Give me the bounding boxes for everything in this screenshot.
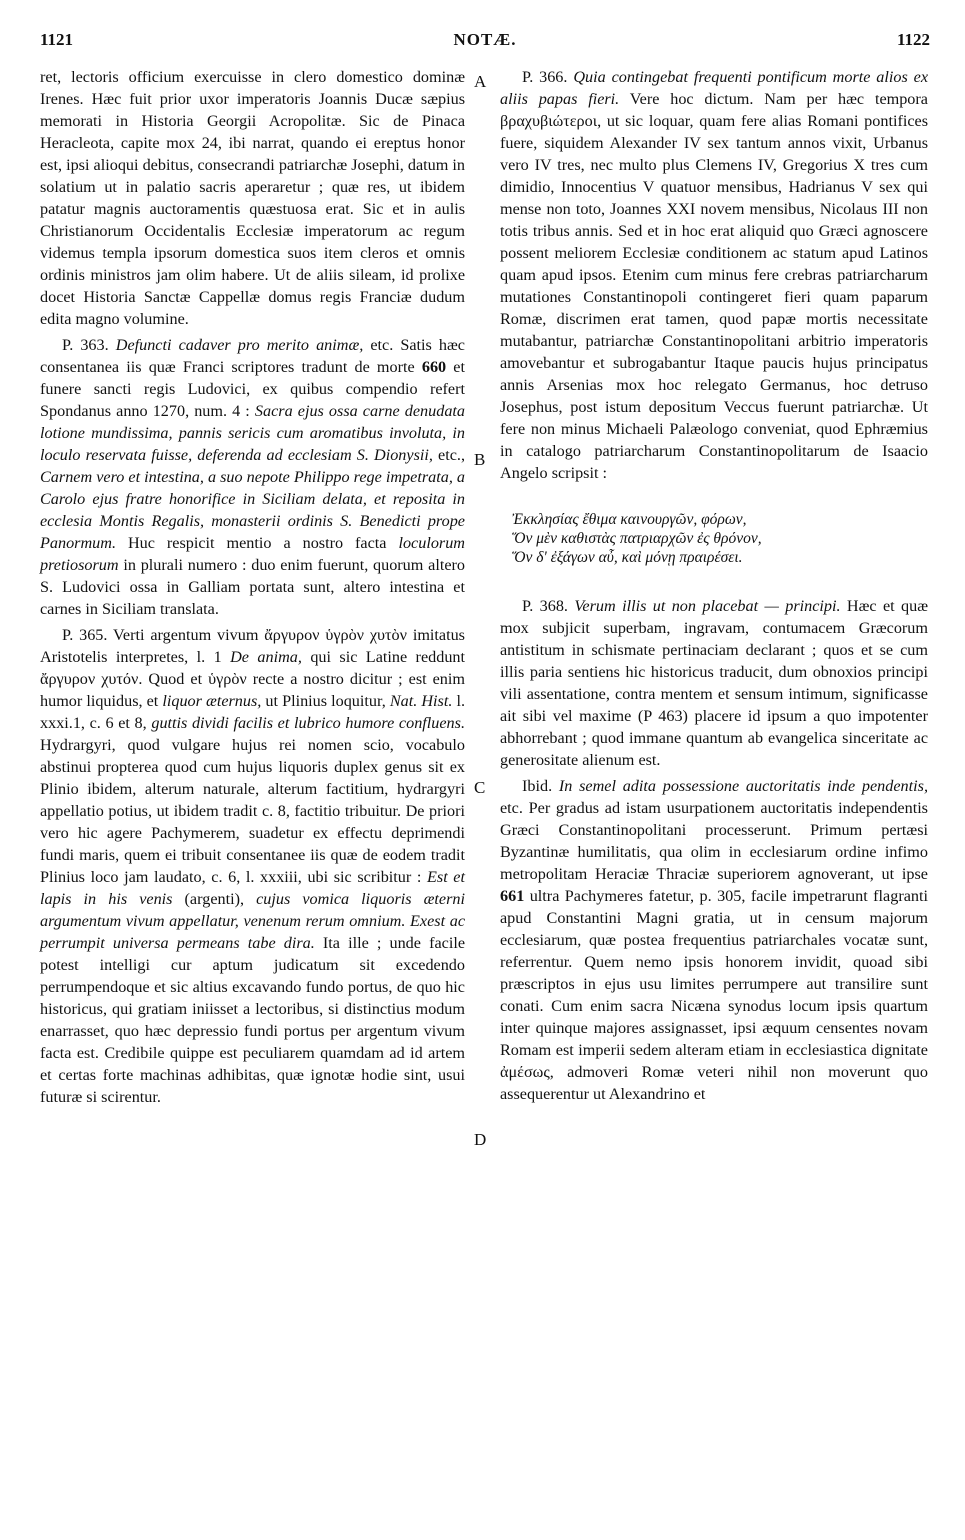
right-column xyxy=(500,66,928,1105)
left-column xyxy=(40,66,465,1108)
quotation: guttis dividi facilis et lubrico humore confluens. xyxy=(151,714,465,732)
section-marker-b: B xyxy=(474,450,486,469)
note-reference: Ibid. xyxy=(522,777,553,795)
margin-number: 660 xyxy=(421,358,447,376)
section-marker-a: A xyxy=(474,72,487,91)
lemma: In semel adita possessione auctoritatis inde pendentis, xyxy=(558,777,928,795)
note-reference: P. 366. xyxy=(522,68,568,86)
left-paragraph-1: ret, lectoris officium exercuisse in clero domestico dominæ Irenes. Hæc fuit prior uxor imperatoris Joannis Ducæ sæpius memorati in Historia Georgii Acropolitæ. Sic de Pinaca Heracleota, capite mox 24, ibi narrat, quando ei ereptus honor est, ipsi alioqui debitus, consecrandi patriarchæ Josephi, datum in solatium ut in palatio sacris aperaretur ; quæ res, ut ibidem patatur magnis auctoramentis quæstuosa erat. Sic et in aulis Christianorum Occidentalis Ecclesiæ imperatorum ac regum videmus templa ipsorum domestica suos item cleros et omnis ordinis ministros jam olim habere. Ut de aliis sileam, id prolixe docet Historia Sanctæ Cappellæ domus regis Franciæ dudum edita magno volumine. xyxy=(40,68,465,328)
note-text: in plurali numero : duo enim fuerunt, quorum altero S. Ludovici ossa in Galliam portata sunt, altero intestina et carnes in Siciliam translata. xyxy=(40,556,465,618)
page-number-right: 1122 xyxy=(896,30,930,49)
note-reference: P. 363. xyxy=(62,336,109,354)
note-text: etc., xyxy=(432,446,465,464)
quotation: loculorum pretiosorum xyxy=(40,534,465,574)
note-reference: P. 368. xyxy=(522,597,568,615)
quotation: Carnem vero et intestina, a suo nepote Philippo rege impetrata, a Carolo ejus fratre honorifice in Siciliam delata, et reposita in ecclesia Montis Regalis, monasterii ordinis S. Benedicti prope Panormum. xyxy=(40,468,466,552)
note-text: Huc respicit mentio a nostro facta xyxy=(116,534,399,552)
right-paragraph-1 xyxy=(500,66,928,484)
note-text: etc. Satis hæc consentanea iis quæ Franci scriptores tradunt de morte xyxy=(40,336,465,376)
left-paragraph-3 xyxy=(40,624,465,1108)
note-text: etc. Per gradus ad istam usurpationem auctoritatis independentis Græci Constantinopolitani processerunt. Primum pertæsi Byzantinæ humilitatis, qua olim in ecclesiarum ordine infimo metropolitam Heraciæ Thraciæ superiorem agnoverant, ut ipse xyxy=(500,799,928,883)
note-text: Verti argentum vivum ἄργυρον ὑγρὸν χυτὸν imitatus Aristotelis interpretes, l. 1 xyxy=(40,626,465,666)
quotation: liquor æternus, xyxy=(162,692,262,710)
margin-number: 661 xyxy=(500,887,525,905)
note-text: Hæc et quæ mox subjicit superbam, ingravam, contumacem Græcorum antistitum in schismate pertinaciam declarant ; quos et se cum illis paria sentiens hic historicus traducit, dum obnoxios principi vili assentatione, contra mentem et sensum intimum, significasse ait sibi vel maxime (P 463) placere id ipsum a quo impotenter abhorrebant ; quod immane quantum ab evangelica sinceritate ac generositate alienum est. xyxy=(500,597,929,769)
note-text: (argenti), xyxy=(172,890,257,908)
section-marker-d: D xyxy=(474,1130,487,1149)
note-text: Hydrargyri, quod vulgare hujus rei nomen scio, vocabulo abstinui propterea quod cum hujus liquoris duplex genus sit ex Plinio ibidem, alterum naturale, alterum factitium, hydrargyri appellatio potius, ut ibidem tradit c. 8, factitio tribuitur. De priori vero hic agere Pachymerem, suadetur ex effectu deprimendi fundi maris, quem ei tribuit consentanee iis quæ de eodem tradit Plinius loco jam laudato, c. 6, l. xxxiii, ubi sic scribitur : xyxy=(40,736,465,886)
lemma: Quia contingebat frequenti pontificum morte alios ex aliis papas fieri. xyxy=(500,68,929,108)
note-text: l. xxxi.1, c. 6 et 8, xyxy=(40,692,466,732)
page-number-left: 1121 xyxy=(40,30,74,49)
note-text: Ita ille ; unde facile potest intelligi cur aptum judicatum sit excedendo perrumpendoque et sic altius excavando fundo portus, de quo hic historicus, qui gratiam iniisset a lectoribus, si distinctius modum enarrasset, quo hæc depressio fundi portus per argentum vivum facta est. Credibile quippe est peculiarem quamdam ad id artem et certas forte machinas adhibitas, quæ ignotæ hodie sint, usui futuræ si scirentur. xyxy=(40,934,466,1106)
lemma: Defuncti cadaver pro merito animæ, xyxy=(115,336,364,354)
note-text: ut Plinius loquitur, xyxy=(261,692,390,710)
section-marker-c: C xyxy=(474,778,486,797)
note-text: et funere sancti regis Ludovici, ex quibus compendio refert Spondanus anno 1270, num. 4 : xyxy=(40,358,465,420)
right-paragraph-2 xyxy=(500,595,928,771)
note-text: Vere hoc dictum. Nam per hæc tempora βραχυβιώτεροι, ut sic loquar, quam fere alias Romani pontifices fuere, siquidem Alexander IV sex tantum annos vixit, Urbanus vero IV tres, nec multo plus Clemens IV, Gregorius X tres cum dimidio, Innocentius V quatuor mensibus, Hadrianus V sex qui mense non toto, Joannes XXI novem mensibus, Nicolaus III non totis tribus annis. Sed et in hoc erat aliquid quo Græci agnoscere possent meliorem Ecclesiæ conditionem ac statum apud Latinos quam apud ipsos. Etenim cum minus fere crebras patriarcharum mutationes Constantinopoli contingeret fieri quam paparum Romæ, discrimen erat tamen, quod papæ mortis necessitate mutabantur, patriarchæ Constantinopolitani arbitrio imperatoris amovebantur et subrogabantur Itaque paucis hujus principatus annis Arsenias mox hoc relegato Germanus, hoc detruso Josephus, post istum depositum Veccus fuerunt patriarchæ. Ut fere non minus Michaeli Palæologo conveniat, quod Ephræmius in catalogo patriarcharum Constantinopolitarum de Isaacio Angelo scripsit : xyxy=(500,90,928,482)
lemma: Verum illis ut non placebat — principi. xyxy=(574,597,841,615)
quotation: Sacra ejus ossa carne denudata lotione mundissima, pannis sericis cum aromatibus involuta, in loculo reservata fuisse, deferenda ad ecclesiam S. Dionysii, xyxy=(40,402,465,464)
note-text: qui sic Latine reddunt ἄργυρον χυτόν. Quod et ὑγρὸν recte a nostro dicitur ; est enim humor liquidus, et xyxy=(40,648,466,710)
note-reference: P. 365. xyxy=(62,626,108,644)
quotation: cujus vomica liquoris æterni argumentum vivum appellatur, venenum rerum omnium. Exest ac perrumpit universa permeans tabe dira. xyxy=(40,890,465,952)
right-paragraph-3 xyxy=(500,775,928,1105)
running-title: NOTÆ. xyxy=(453,30,517,49)
running-header xyxy=(40,30,930,60)
greek-verse-quotation: Ἐκκλησίας ἔθιμα καινουργῶν, φόρων, Ὅν μὲν καθιστὰς πατριαρχῶν ἐς θρόνον, Ὅν δ' ἐξάγων αὖ, καὶ μόνῃ πραιρέσει. xyxy=(512,511,762,566)
quotation: De anima, xyxy=(230,648,302,666)
note-text: ultra Pachymeres fatetur, p. 305, facile impetrarunt flagranti apud Constantini Magni gratia, ut in censum majorum ecclesiarum, quæ postea frequentius patriarchales vocatæ sunt, referrentur. Quem nemo ipsis honorem invidit, quoad sibi præscriptos in ejus usu limites perrumpere aut transilire sunt conati. Cum enim sacra Nicæna synodus locum ipsis quartum inter quinque majores assignasset, ipsi æquum censentes novam Romam est imperii sedem alteram etiam in ecclesiastica dignitate ἀμέσως, admoveri Romæ veteri nihil non moverunt quo assequerentur ut Alexandrino et xyxy=(500,887,928,1103)
left-paragraph-2 xyxy=(40,334,465,620)
quotation: Nat. Hist. xyxy=(389,692,453,710)
quotation: Est et lapis in his venis xyxy=(40,868,465,908)
